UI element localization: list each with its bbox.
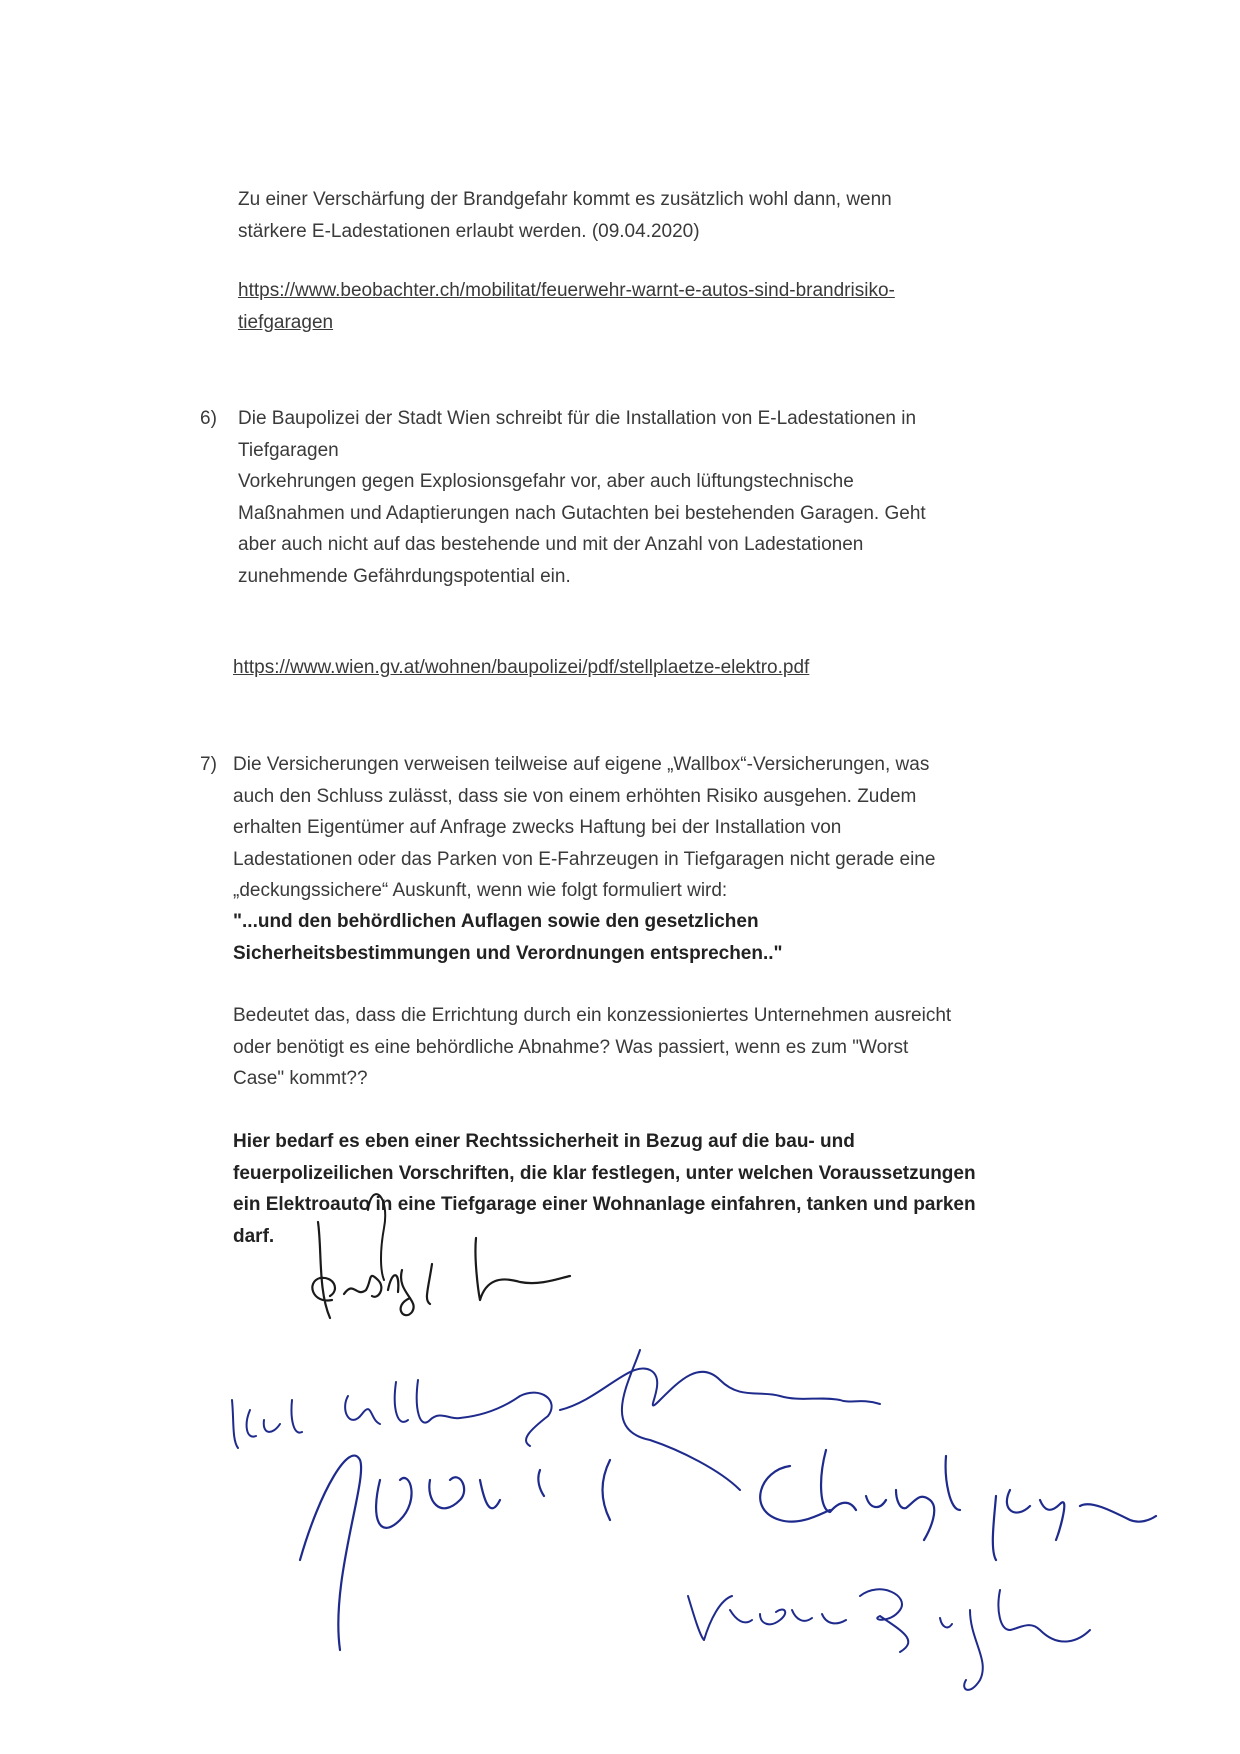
wien-baupolizei-link[interactable]: https://www.wien.gv.at/wohnen/baupolizei/pdf/stellplaetze-elektro.pdf <box>233 657 810 678</box>
quote-line: "...und den behördlichen Auflagen sowie den gesetzlichen <box>233 911 759 932</box>
beobachter-link-line-1[interactable]: https://www.beobachter.ch/mobilitat/feuerwehr-warnt-e-autos-sind-brandrisiko- <box>238 280 895 301</box>
item-7-line: „deckungssichere“ Auskunft, wenn wie folgt formuliert wird: <box>233 880 728 901</box>
item-6-number: 6) <box>200 408 217 429</box>
item-7-number: 7) <box>200 754 217 775</box>
item-6-line: Maßnahmen und Adaptierungen nach Gutachten bei bestehenden Garagen. Geht <box>238 502 926 524</box>
question-line: Case" kommt?? <box>233 1068 368 1089</box>
question-line: oder benötigt es eine behördliche Abnahme? Was passiert, wenn es zum "Worst <box>233 1036 909 1058</box>
signature-theresa-bingler <box>688 1589 1090 1690</box>
item-6-line: Die Baupolizei der Stadt Wien schreibt für die Installation von E-Ladestationen in <box>238 408 917 429</box>
conclusion-line: feuerpolizeilichen Vorschriften, die klar festlegen, unter welchen Voraussetzungen <box>233 1162 976 1184</box>
question-line: Bedeutet das, dass die Errichtung durch ein konzessioniertes Unternehmen ausreicht <box>233 1005 952 1026</box>
item-6-link-block <box>233 652 809 684</box>
item-7-line: erhalten Eigentümer auf Anfrage zwecks Haftung bei der Installation von <box>233 817 842 838</box>
intro-paragraph <box>238 184 892 247</box>
item-7-line: Die Versicherungen verweisen teilweise auf eigene „Wallbox“-Versicherungen, was <box>233 754 930 775</box>
conclusion-line: Hier bedarf es eben einer Rechtssicherheit in Bezug auf die bau- und <box>233 1131 855 1152</box>
item-6-line: Tiefgaragen <box>238 439 339 461</box>
beobachter-link-line-2[interactable]: tiefgaragen <box>238 311 334 333</box>
signature-christoph-kaufmann <box>760 1450 1156 1560</box>
conclusion-line: ein Elektroauto in eine Tiefgarage einer Wohnanlage einfahren, tanken und parken <box>233 1194 976 1215</box>
item-7-line: auch den Schluss zulässt, dass sie von einem erhöhten Risiko ausgehen. Zudem <box>233 785 917 807</box>
item-7-quote <box>233 906 783 969</box>
item-7-conclusion <box>233 1126 976 1252</box>
signature-blue-flourish <box>300 1456 610 1650</box>
signature-blue-long <box>560 1350 880 1490</box>
item-6-line: aber auch nicht auf das bestehende und mit der Anzahl von Ladestationen <box>238 534 864 555</box>
quote-line: Sicherheitsbestimmungen und Verordnungen entsprechen.." <box>233 942 783 964</box>
item-7-line: Ladestationen oder das Parken von E-Fahrzeugen in Tiefgaragen nicht gerade eine <box>233 848 936 870</box>
intro-line-2: stärkere E-Ladestationen erlaubt werden. (09.04.2020) <box>238 220 700 242</box>
item-7-paragraph <box>233 749 935 907</box>
item-6-line: zunehmende Gefährdungspotential ein. <box>238 565 571 587</box>
signature-karl-wallas <box>232 1380 552 1448</box>
item-6-paragraph <box>238 403 926 592</box>
item-6-line: Vorkehrungen gegen Explosionsgefahr vor, aber auch lüftungstechnische <box>238 471 854 492</box>
intro-link-block <box>238 275 895 338</box>
intro-line-1: Zu einer Verschärfung der Brandgefahr kommt es zusätzlich wohl dann, wenn <box>238 189 892 210</box>
conclusion-line: darf. <box>233 1225 275 1247</box>
item-7-question <box>233 1000 951 1095</box>
